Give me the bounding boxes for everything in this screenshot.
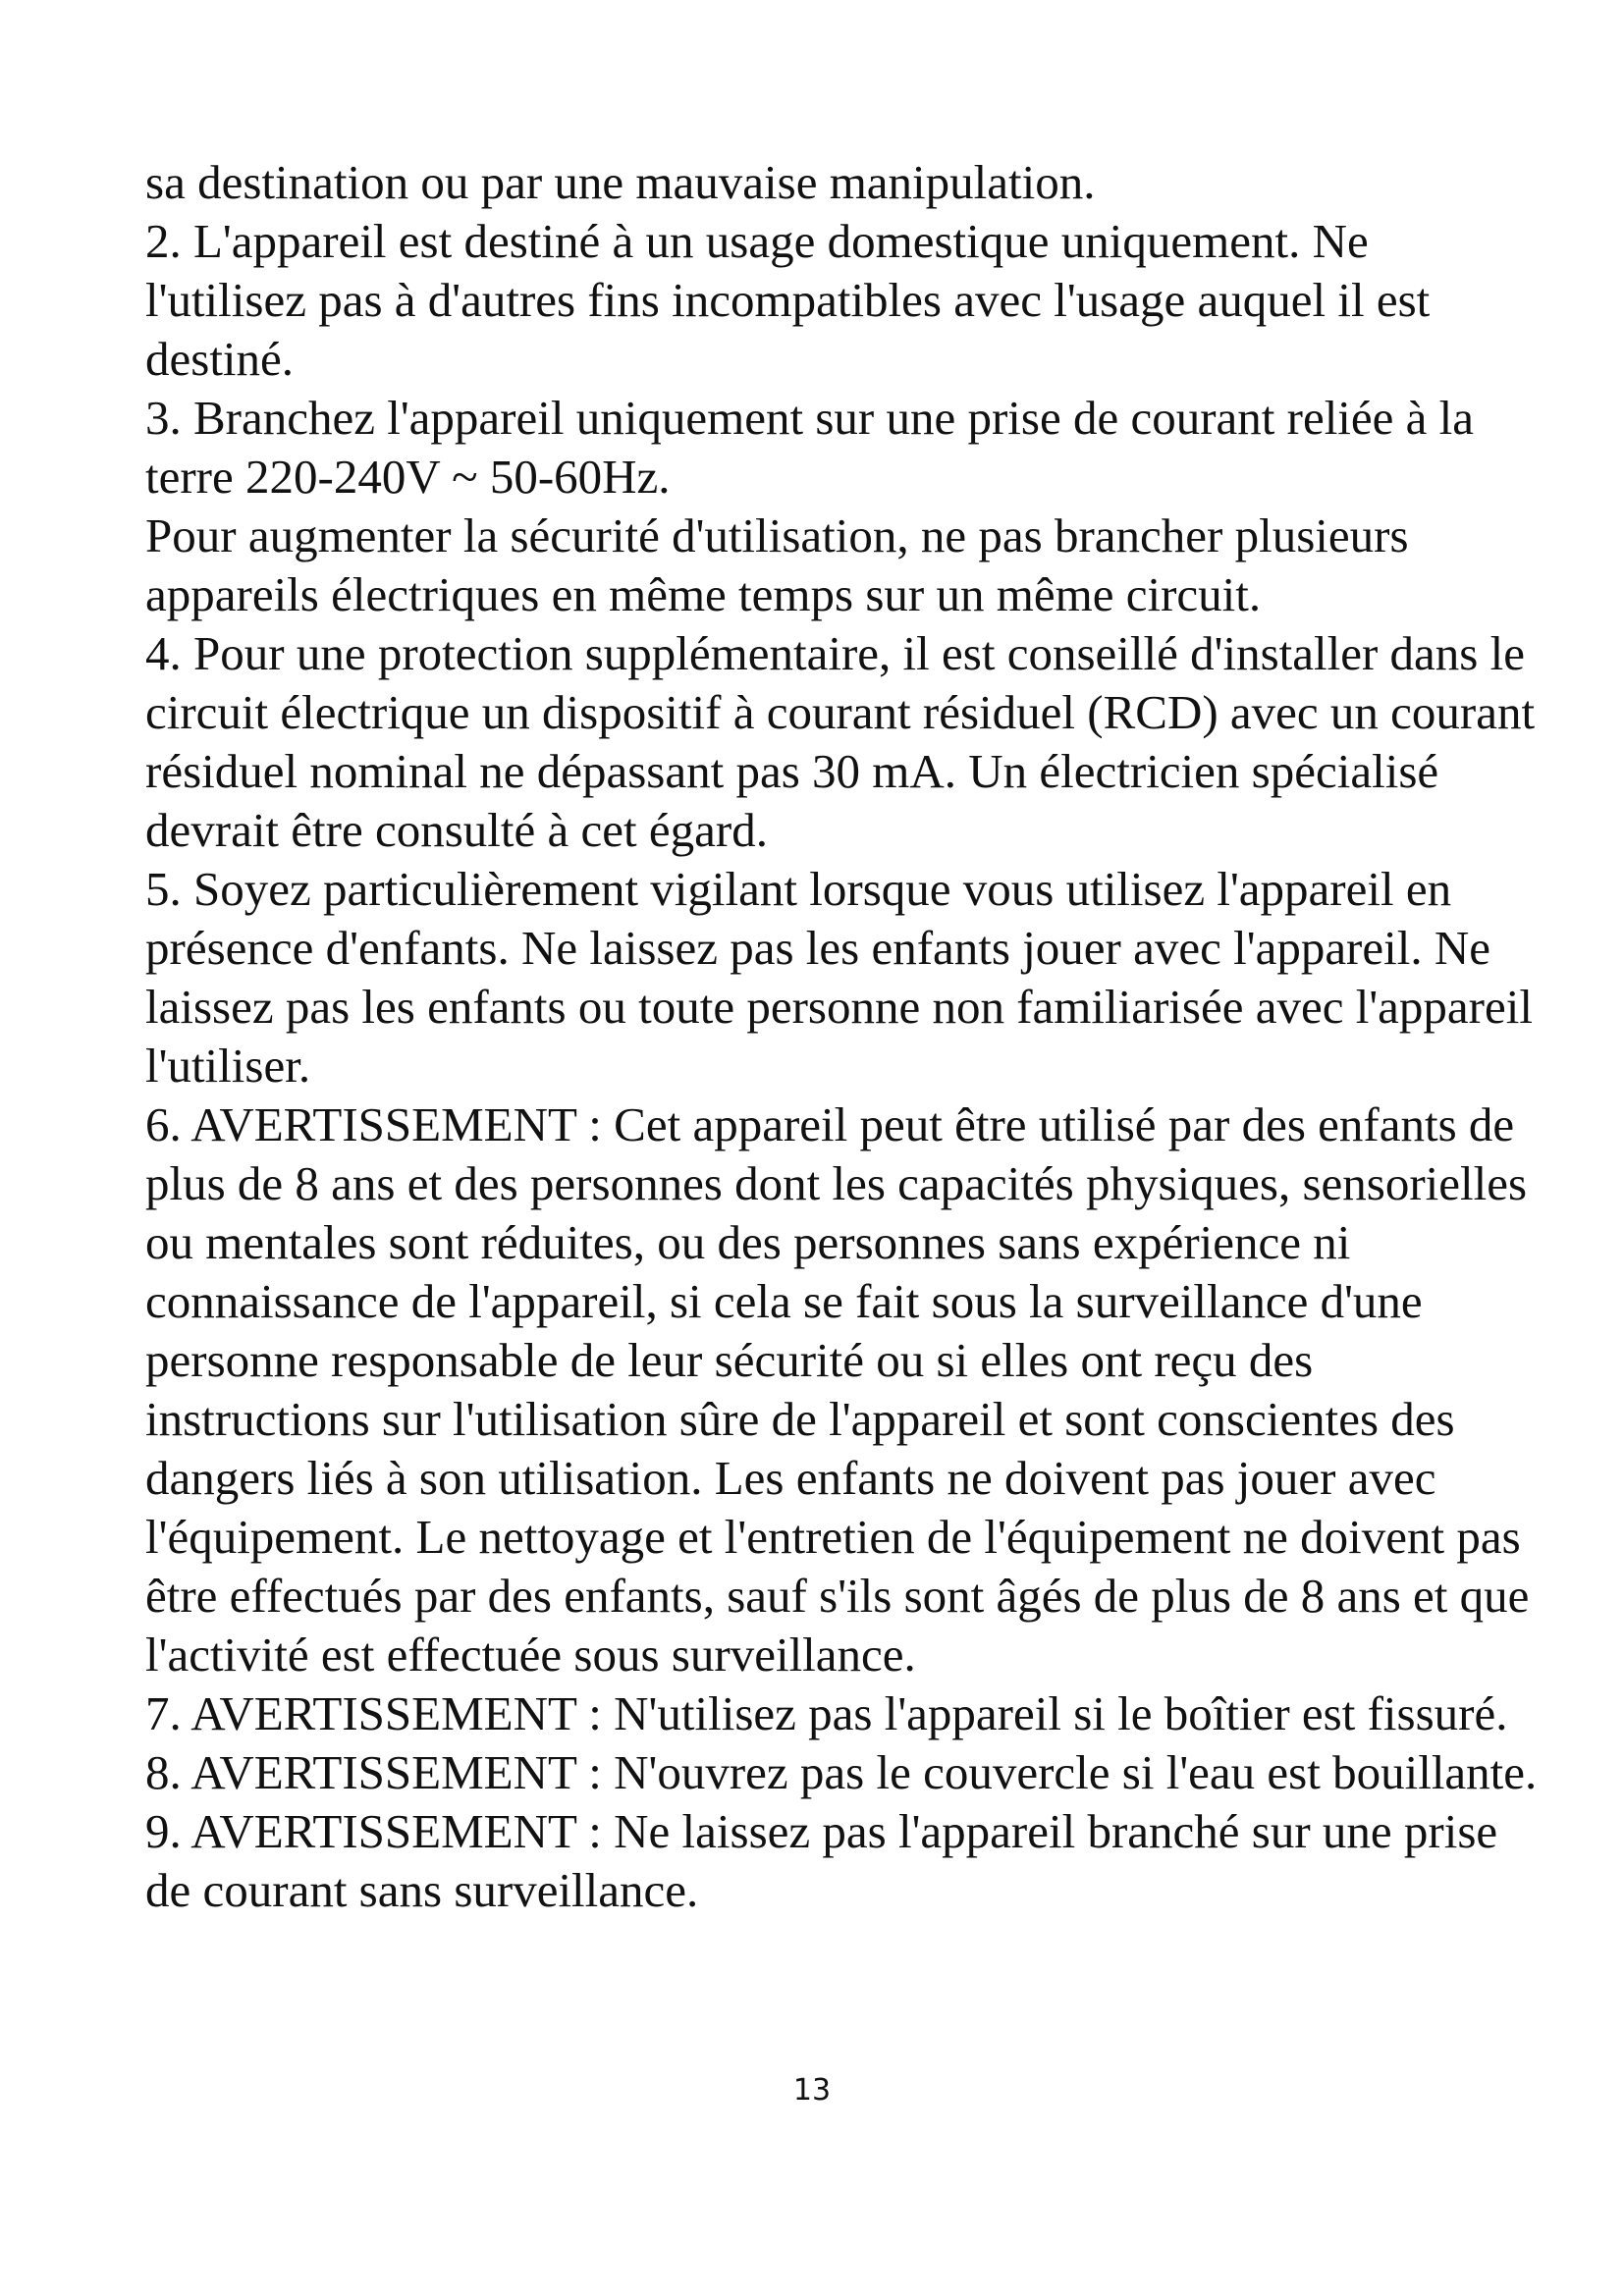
body-text — [145, 153, 1540, 1920]
paragraph-item-6: 6. AVERTISSEMENT : Cet appareil peut être utilisé par des enfants de plus de 8 ans et des personnes dont les capacités physiques, sensorielles ou mentales sont réduites, ou des personnes sans expérience ni connaissance de l'appareil, si cela se fait sous la surveillance d'une personne responsable de leur sécurité ou si elles ont reçu des instructions sur l'utilisation sûre de l'appareil et sont conscientes des dangers liés à son utilisation. Les enfants ne doivent pas jouer avec l'équipement. Le nettoyage et l'entretien de l'équipement ne doivent pas être effectués par des enfants, sauf s'ils sont âgés de plus de 8 ans et que l'activité est effectuée sous surveillance. — [145, 1097, 1530, 1682]
paragraph-item-2: 2. L'appareil est destiné à un usage domestique uniquement. Ne l'utilisez pas à d'autres fins incompatibles avec l'usage auquel il est destiné. — [145, 214, 1431, 386]
paragraph-safety-note: Pour augmenter la sécurité d'utilisation, ne pas brancher plusieurs appareils électriques en même temps sur un même circuit. — [145, 508, 1409, 621]
paragraph-item-8: 8. AVERTISSEMENT : N'ouvrez pas le couvercle si l'eau est bouillante. — [145, 1745, 1538, 1799]
paragraph-continuation: sa destination ou par une mauvaise manipulation. — [145, 155, 1096, 209]
paragraph-item-4: 4. Pour une protection supplémentaire, il est conseillé d'installer dans le circuit électrique un dispositif à courant résiduel (RCD) avec un courant résiduel nominal ne dépassant pas 30 mA. Un électricien spécialisé devrait être consulté à cet égard. — [145, 626, 1536, 857]
page-number: 13 — [792, 2073, 832, 2108]
paragraph-item-5: 5. Soyez particulièrement vigilant lorsque vous utilisez l'appareil en présence d'enfants. Ne laissez pas les enfants jouer avec l'appareil. Ne laissez pas les enfants ou toute personne non familiarisée avec l'appareil l'utiliser. — [145, 862, 1533, 1093]
paragraph-item-7: 7. AVERTISSEMENT : N'utilisez pas l'appareil si le boîtier est fissuré. — [145, 1686, 1508, 1740]
paragraph-item-9: 9. AVERTISSEMENT : Ne laissez pas l'appareil branché sur une prise de courant sans surveillance. — [145, 1804, 1498, 1917]
paragraph-item-3: 3. Branchez l'appareil uniquement sur une prise de courant reliée à la terre 220-240V ~ 50-60Hz. — [145, 391, 1475, 504]
